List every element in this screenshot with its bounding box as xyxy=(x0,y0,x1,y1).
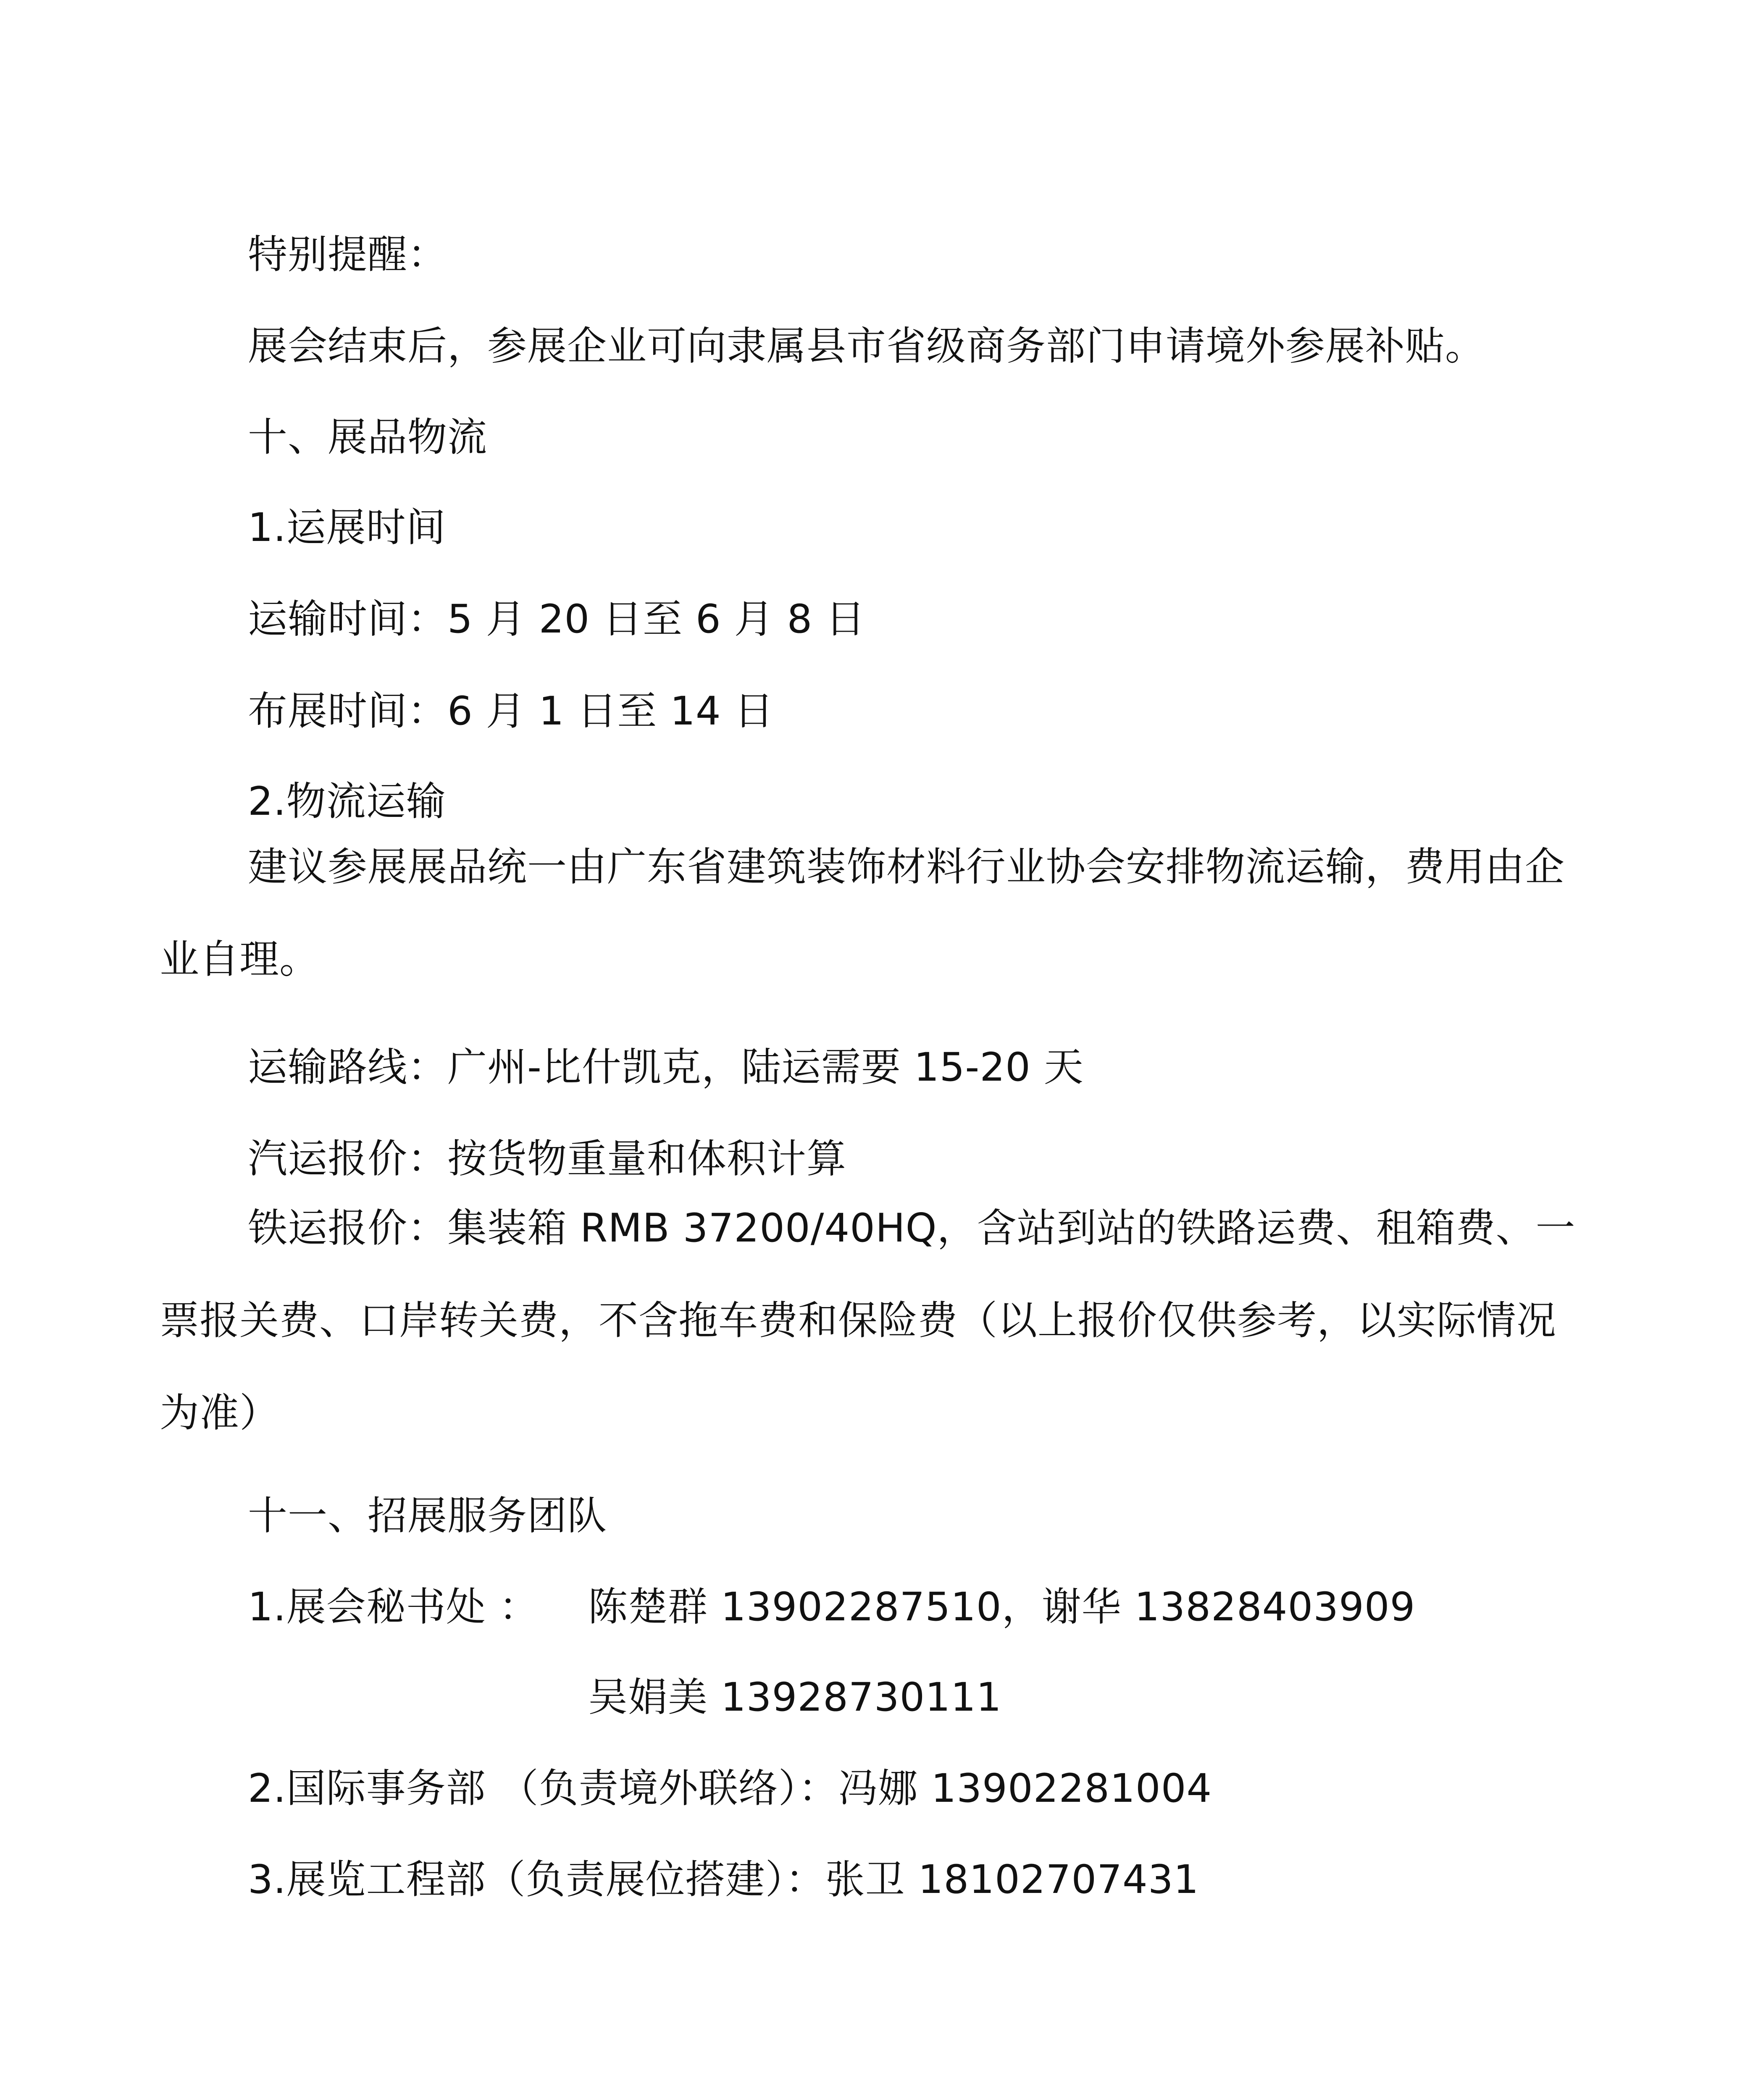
logistics-heading: 2.物流运输 xyxy=(248,779,446,824)
transport-time: 运输时间：5 月 20 日至 6 月 8 日 xyxy=(248,596,866,642)
logistics-suggestion: 建议参展展品统一由广东省建筑装饰材料行业协会安排物流运输，费用由企业自理。 xyxy=(160,844,1565,982)
ship-time-heading: 1.运展时间 xyxy=(248,505,446,551)
secretariat-contacts: 陈楚群 13902287510，谢华 13828403909 xyxy=(588,1584,1416,1630)
engineering-dept: 3.展览工程部（负责展位搭建）：张卫 18102707431 xyxy=(248,1857,1199,1903)
international-dept: 2.国际事务部 （负责境外联络）：冯娜 13902281004 xyxy=(248,1766,1212,1811)
section-ten-heading: 十、展品物流 xyxy=(248,415,488,460)
truck-quote: 汽运报价：按货物重量和体积计算 xyxy=(248,1136,847,1182)
subsidy-notice: 展会结束后，参展企业可向隶属县市省级商务部门申请境外参展补贴。 xyxy=(248,323,1485,369)
rail-quote: 铁运报价：集装箱 RMB 37200/40HQ，含站到站的铁路运费、租箱费、一票报关费、口岸转关费，不含拖车费和保险费（以上报价仅供参考，以实际情况为准） xyxy=(160,1205,1576,1436)
setup-time: 布展时间：6 月 1 日至 14 日 xyxy=(248,688,774,734)
secretariat-contact-3: 吴娟美 13928730111 xyxy=(588,1675,1002,1720)
transport-route: 运输路线：广州-比什凯克，陆运需要 15-20 天 xyxy=(248,1045,1084,1090)
secretariat-label: 1.展会秘书处 ： xyxy=(248,1584,539,1630)
section-eleven-heading: 十一、招展服务团队 xyxy=(248,1493,607,1539)
special-reminder-heading: 特别提醒： xyxy=(248,232,448,278)
